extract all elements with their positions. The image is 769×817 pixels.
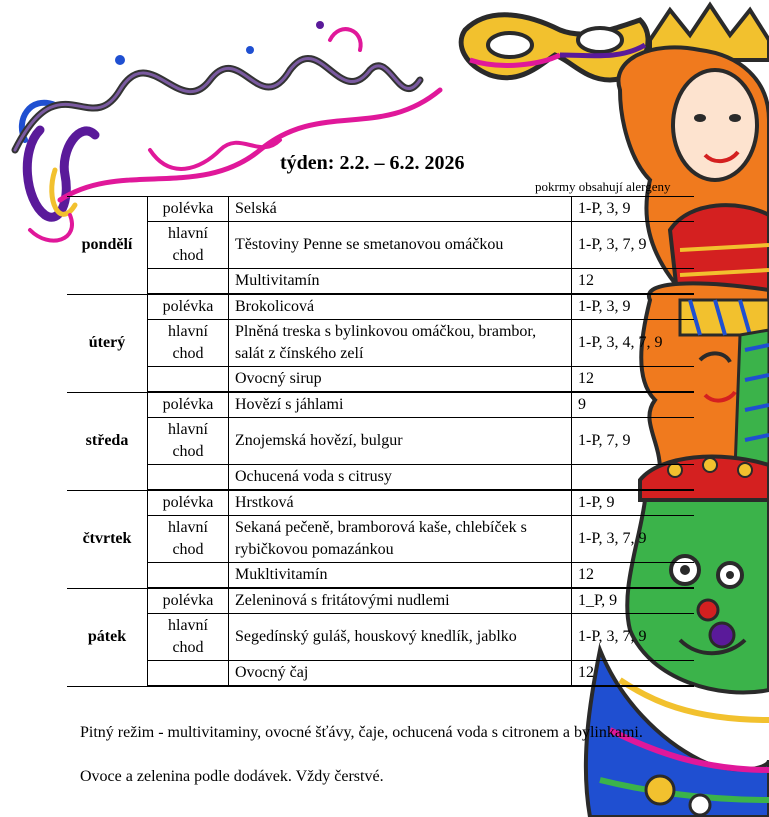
allergen-codes: 1-P, 9 [572,490,695,516]
allergen-codes: 1-P, 3, 9 [572,197,695,222]
allergen-codes [572,465,695,491]
dish-name: Ovocný sirup [229,367,572,393]
allergen-codes: 1-P, 7, 9 [572,418,695,465]
table-row [67,269,694,295]
course-type: polévka [148,490,229,516]
table-row [67,588,694,614]
day-label: úterý [67,294,148,392]
fruit-note: Ovoce a zelenina podle dodávek. Vždy čerstvé. [80,768,384,785]
course-type: hlavní chod [148,222,229,269]
course-type: polévka [148,294,229,320]
dish-name: Těstoviny Penne se smetanovou omáčkou [229,222,572,269]
course-type: hlavní chod [148,516,229,563]
day-label: pondělí [67,197,148,295]
dish-name: Sekaná pečeně, bramborová kaše, chlebíček s rybičkovou pomazánkou [229,516,572,563]
course-type: hlavní chod [148,614,229,661]
day-label: středa [67,392,148,490]
day-label: pátek [67,588,148,686]
table-row [67,465,694,491]
dish-name: Ovocný čaj [229,661,572,687]
allergen-codes: 1-P, 3, 9 [572,294,695,320]
allergen-codes: 12 [572,563,695,589]
dish-name: Multivitamín [229,269,572,295]
course-type: polévka [148,392,229,418]
table-row [67,418,694,465]
dish-name: Selská [229,197,572,222]
dish-name: Hovězí s jáhlami [229,392,572,418]
table-row [67,392,694,418]
allergen-codes: 1_P, 9 [572,588,695,614]
dish-name: Hrstková [229,490,572,516]
dish-name: Zeleninová s fritátovými nudlemi [229,588,572,614]
course-type [148,661,229,687]
dish-name: Brokolicová [229,294,572,320]
course-type: hlavní chod [148,418,229,465]
allergen-codes: 9 [572,392,695,418]
allergen-codes: 12 [572,661,695,687]
course-type [148,465,229,491]
table-row [67,320,694,367]
table-row [67,614,694,661]
course-type: polévka [148,588,229,614]
course-type [148,269,229,295]
table-row [67,294,694,320]
allergen-codes: 1-P, 3, 7, 9 [572,614,695,661]
table-row [67,197,694,222]
allergen-codes: 1-P, 3, 4, 7, 9 [572,320,695,367]
allergens-note: pokrmy obsahují alergeny [535,179,671,194]
allergen-codes: 1-P, 3, 7, 9 [572,222,695,269]
day-label: čtvrtek [67,490,148,588]
dish-name: Segedínský guláš, houskový knedlík, jablko [229,614,572,661]
course-type [148,367,229,393]
table-row [67,367,694,393]
course-type: polévka [148,197,229,222]
allergen-codes: 12 [572,367,695,393]
dish-name: Mukltivitamín [229,563,572,589]
dish-name: Ochucená voda s citrusy [229,465,572,491]
table-row [67,516,694,563]
dish-name: Znojemská hovězí, bulgur [229,418,572,465]
week-label: týden: 2.2. – 6.2. 2026 [280,152,465,174]
allergen-codes: 1-P, 3, 7, 9 [572,516,695,563]
dish-name: Plněná treska s bylinkovou omáčkou, brambor, salát z čínského zelí [229,320,572,367]
course-type: hlavní chod [148,320,229,367]
course-type [148,563,229,589]
drinks-note: Pitný režim - multivitaminy, ovocné šťávy, čaje, ochucená voda s citronem a bylinkami. [80,724,643,741]
table-row [67,563,694,589]
table-row [67,661,694,687]
menu-table [67,196,694,687]
allergen-codes: 12 [572,269,695,295]
table-row [67,222,694,269]
table-row [67,490,694,516]
notes-section [80,722,670,810]
